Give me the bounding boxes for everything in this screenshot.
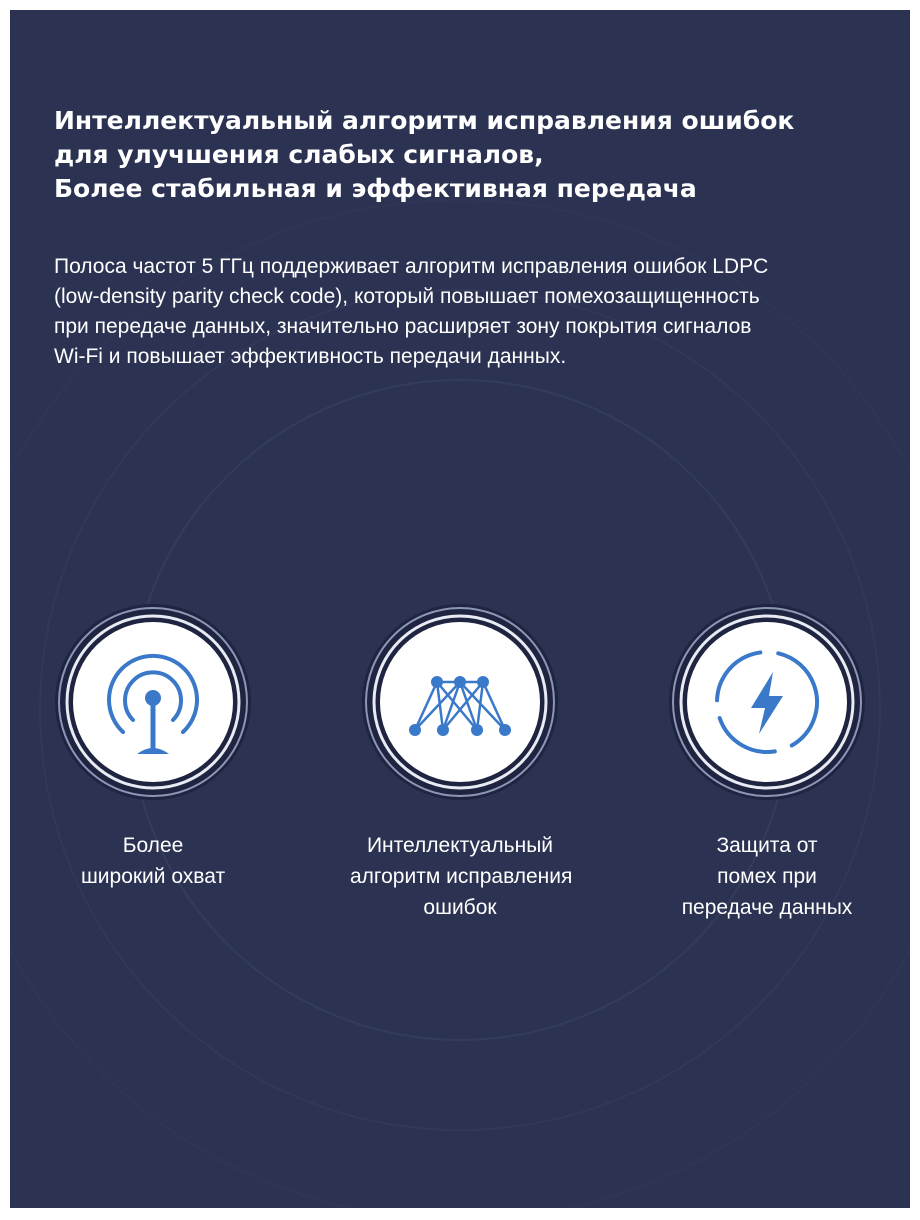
feature-label-line: Более: [122, 834, 184, 857]
headline: [54, 104, 874, 206]
lightning-shield-icon: [667, 602, 867, 802]
network-mesh-icon: [360, 602, 560, 802]
feature-label-line: Защита от: [716, 834, 818, 857]
feature-coverage: [43, 602, 263, 892]
feature-label: [43, 830, 263, 892]
feature-interference-protection: [657, 602, 877, 923]
feature-label-line: передаче данных: [681, 896, 853, 919]
antenna-signal-icon: [53, 602, 253, 802]
description-line: Wi-Fi и повышает эффективность передачи данных.: [54, 345, 567, 368]
description-line: (low-density parity check code), который повышает помехозащищенность: [54, 285, 760, 308]
headline-line: Интеллектуальный алгоритм исправления ошибок: [54, 106, 795, 135]
headline-line: Более стабильная и эффективная передача: [54, 174, 697, 203]
headline-line: для улучшения слабых сигналов,: [54, 140, 544, 169]
feature-panel: [10, 10, 910, 1208]
description-line: Полоса частот 5 ГГц поддерживает алгоритм исправления ошибок LDPC: [54, 255, 769, 278]
feature-label-line: ошибок: [423, 896, 497, 919]
feature-label-line: Интеллектуальный: [366, 834, 554, 857]
feature-label: [350, 830, 573, 923]
feature-label-line: алгоритм исправления: [350, 865, 573, 888]
description: [54, 252, 884, 372]
feature-error-correction: [350, 602, 573, 923]
feature-label-line: широкий охват: [80, 865, 226, 888]
description-line: при передаче данных, значительно расширяет зону покрытия сигналов: [54, 315, 752, 338]
feature-label: [657, 830, 877, 923]
feature-label-line: помех при: [717, 865, 817, 888]
